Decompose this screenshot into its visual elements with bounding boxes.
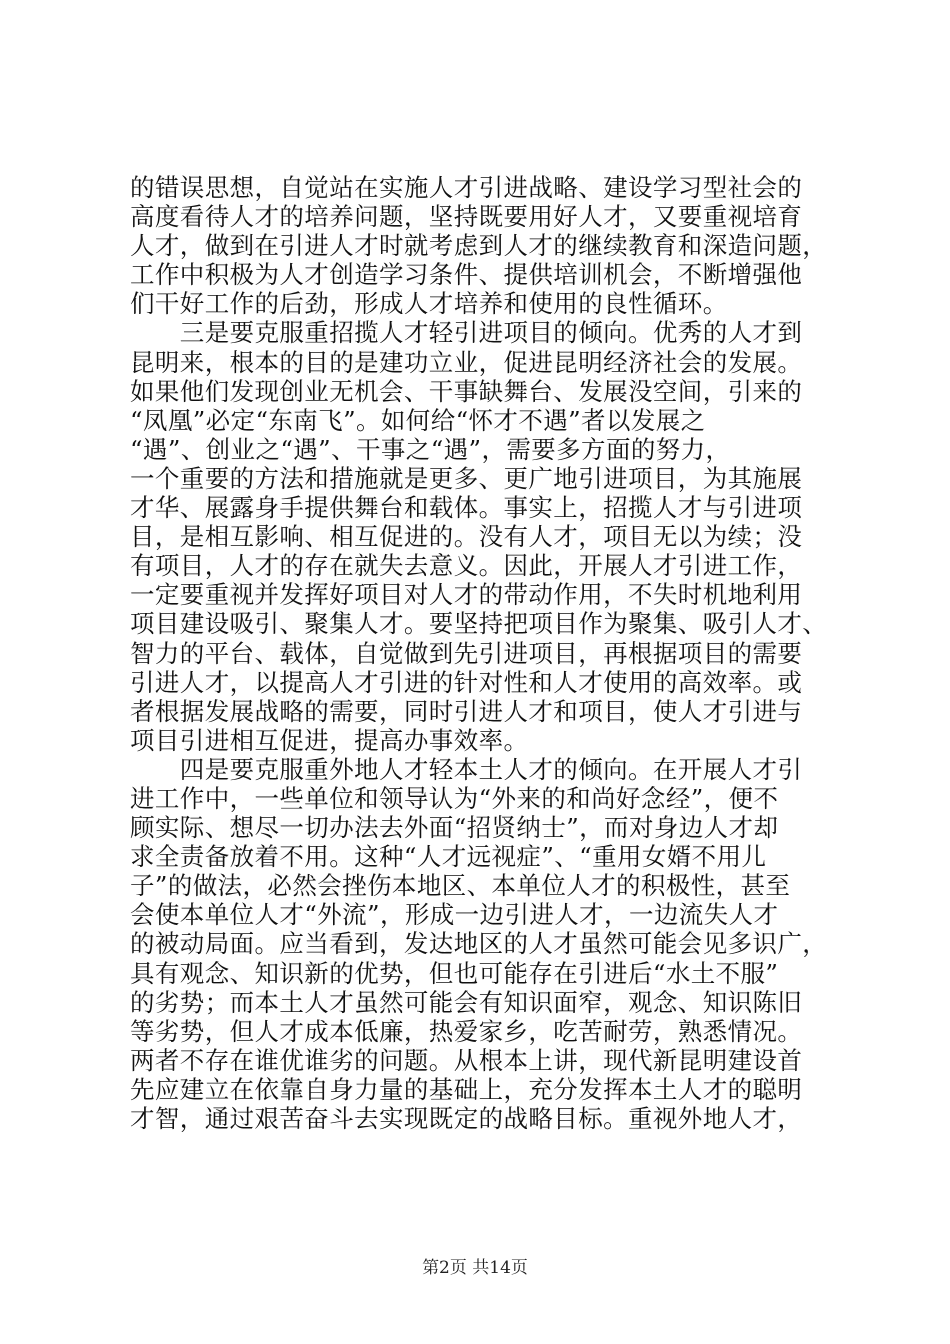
text-line: 才智，通过艰苦奋斗去实现既定的战略目标。重视外地人才， [130,1104,803,1133]
text-line: 具有观念、知识新的优势，但也可能存在引进后“水土不服” [130,958,779,988]
text-line: 有项目，人才的存在就失去意义。因此，开展人才引进工作， [130,551,803,581]
text-line: 引进人才，以提高人才引进的针对性和人才使用的高效率。或 [130,667,803,697]
text-line: 四是要克服重外地人才轻本土人才的倾向。在开展人才引 [130,754,803,784]
text-line: 工作中积极为人才创造学习条件、提供培训机会，不断增强他 [130,260,803,290]
text-line: 昆明来，根本的目的是建功立业，促进昆明经济社会的发展。 [130,347,803,377]
text-line: 高度看待人才的培养问题，坚持既要用好人才，又要重视培育 [130,202,803,232]
text-line: 等劣势，但人才成本低廉，热爱家乡，吃苦耐劳，熟悉情况。 [130,1016,803,1046]
page-number-footer: 第2页 共14页 [422,1258,528,1278]
text-line: 先应建立在依靠自身力量的基础上，充分发挥本土人才的聪明 [130,1074,803,1104]
text-line: 进工作中，一些单位和领导认为“外来的和尚好念经”，便不 [130,783,779,813]
text-line: 目，是相互影响、相互促进的。没有人才，项目无以为续；没 [130,522,803,552]
text-line: “遇”、创业之“遇”、干事之“遇”，需要多方面的努力， [130,434,731,464]
text-line: 三是要克服重招揽人才轻引进项目的倾向。优秀的人才到 [130,318,803,348]
text-line: 智力的平台、载体，自觉做到先引进项目，再根据项目的需要 [130,638,803,668]
text-line: 如果他们发现创业无机会、干事缺舞台、发展没空间，引来的 [130,376,803,406]
text-line: 的劣势；而本土人才虽然可能会有知识面窄，观念、知识陈旧 [130,987,803,1017]
text-line: 会使本单位人才“外流”，形成一边引进人才，一边流失人才 [130,900,779,930]
text-line: 顾实际、想尽一切办法去外面“招贤纳士”，而对身边人才却 [130,813,779,843]
text-line: 一个重要的方法和措施就是更多、更广地引进项目，为其施展 [130,463,803,493]
text-line: 的被动局面。应当看到，发达地区的人才虽然可能会见多识广， [130,929,828,959]
text-line: 求全责备放着不用。这种“人才远视症”、“重用女婿不用儿 [130,842,767,872]
text-line: 项目建设吸引、聚集人才。要坚持把项目作为聚集、吸引人才、 [130,609,828,639]
text-line: 两者不存在谁优谁劣的问题。从根本上讲，现代新昆明建设首 [130,1045,803,1075]
text-line: 项目引进相互促进，提高办事效率。 [130,725,529,755]
body-text [130,173,830,1133]
text-line: 者根据发展战略的需要，同时引进人才和项目，使人才引进与 [130,696,803,726]
text-line: 子”的做法，必然会挫伤本地区、本单位人才的积极性，甚至 [130,871,791,901]
text-line: 人才，做到在引进人才时就考虑到人才的继续教育和深造问题， [130,231,828,261]
text-line: 的错误思想，自觉站在实施人才引进战略、建设学习型社会的 [130,173,803,202]
text-line: 们干好工作的后劲，形成人才培养和使用的良性循环。 [130,289,728,319]
text-line: 一定要重视并发挥好项目对人才的带动作用，不失时机地利用 [130,580,803,610]
text-line: 才华、展露身手提供舞台和载体。事实上，招揽人才与引进项 [130,493,803,523]
text-line: “凤凰”必定“东南飞”。如何给“怀才不遇”者以发展之 [130,405,706,435]
